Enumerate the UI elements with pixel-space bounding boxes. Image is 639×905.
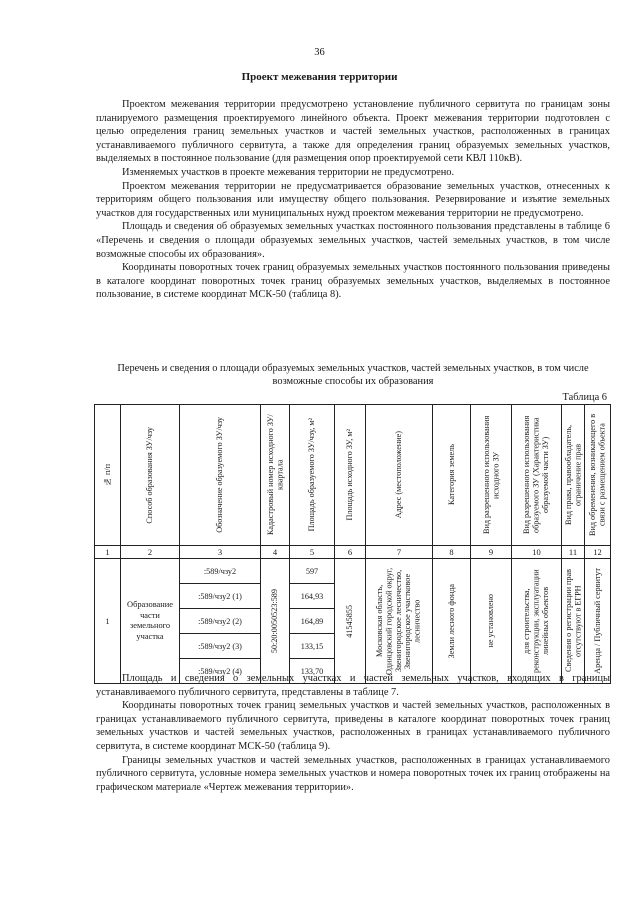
paragraph: Координаты поворотных точек границ земельных участков и частей земельных участков, расположенных в границах устанавливаемого публичного сервитута, приведены в каталоге координат поворотных точек границ земельных участков и частей земельных участков, расположенных в границах устанавливаемого публичного сервитута, в системе координат МСК-50 (таблица 9). [96, 700, 610, 752]
header-cell: Площадь образуемого ЗУ/чзу, м² [290, 405, 335, 546]
designation-cell: :589/чзу2 (4) [180, 659, 261, 684]
paragraph: Проектом межевания территории предусмотрено установление публичного сервитута по границам зоны планируемого размещения проектируемого линейного объекта. Проект межевания территории подготовлен с целью определения границ земельных участков и частей земельных участков, расположенных в границах устанавливаемого публичного сервитута, а также для определения границ образуемых земельных участков, выделяемых в постоянное пользование (для размещения опор проектируемой сети КВЛ 110кВ). [96, 99, 610, 165]
column-number: 12 [585, 546, 611, 559]
column-number: 10 [512, 546, 562, 559]
column-number: 2 [121, 546, 180, 559]
header-cell: Вид обременения, возникающего в связи с размещением объекта [585, 405, 611, 546]
column-number-row [95, 546, 611, 559]
rights-cell: Сведения о регистрации прав отсутствуют в ЕГРН [562, 559, 585, 684]
paragraph: Границы земельных участков и частей земельных участков, расположенных в границах устанавливаемого публичного сервитута, условные номера земельных участков и номера поворотных точек их границ отображены на графическом материале «Чертеж межевания территории». [96, 754, 610, 793]
header-cell: Площадь исходного ЗУ, м² [335, 405, 366, 546]
header-cell: Способ образования ЗУ/чзу [121, 405, 180, 546]
designation-cell: :589/чзу2 (2) [180, 609, 261, 634]
designation-cell: :589/чзу2 [180, 559, 261, 584]
address-cell: Московская область, Одинцовский городской округ, Звенигородское лесничество, Звенигородское участковое лесничество [366, 559, 433, 684]
page-number: 36 [314, 47, 325, 58]
column-number: 6 [335, 546, 366, 559]
column-number: 11 [562, 546, 585, 559]
row-number: 1 [95, 559, 121, 684]
header-cell: Кадастровый номер исходного ЗУ/квартала [261, 405, 290, 546]
header-cell: Вид права, правообладатель, ограничение прав [562, 405, 585, 546]
column-number: 8 [433, 546, 471, 559]
area-cell: 133,70 [290, 659, 335, 684]
designation-cell: :589/чзу2 (1) [180, 584, 261, 609]
table-label: Таблица 6 [562, 392, 607, 403]
header-cell: Вид разрешенного использования образуемого ЗУ (Характеристика образуемой части ЗУ) [512, 405, 562, 546]
source-area: 41545855 [335, 559, 366, 684]
outro-text [96, 672, 610, 794]
area-cell: 133,15 [290, 634, 335, 659]
cadastral-number: 50:20:0050523:589 [261, 559, 290, 684]
header-cell: Категория земель [433, 405, 471, 546]
paragraph: Изменяемых участков в проекте межевания территории не предусмотрено. [122, 166, 455, 178]
paragraph: Площадь и сведения об образуемых земельных участках постоянного пользования представлены в таблице 6 «Перечень и сведения о площади образуемых земельных участков, частей земельных участков, в том числе возможные способы их образования». [96, 221, 610, 260]
header-cell: Адрес (местоположение) [366, 405, 433, 546]
header-cell: Обозначение образуемого ЗУ/чзу [180, 405, 261, 546]
column-number: 3 [180, 546, 261, 559]
table-header-row [95, 405, 611, 546]
paragraph: Проектом межевания территории не предусматривается образование земельных участков, отнесенных к территориям общего пользования или имуществу общего пользования. Резервирование и изъятие земельных участков для государственных или муниципальных нужд проектом межевания территории не предусмотрено. [96, 180, 610, 219]
land-category: Земли лесного фонда [433, 559, 471, 684]
column-number: 4 [261, 546, 290, 559]
permitted-use: не установлено [471, 559, 512, 684]
designation-cell: :589/чзу2 (3) [180, 634, 261, 659]
column-number: 7 [366, 546, 433, 559]
formation-method: Образование части земельного участка [121, 559, 180, 684]
header-cell: № п/п [95, 405, 121, 546]
column-number: 1 [95, 546, 121, 559]
area-cell: 164,89 [290, 609, 335, 634]
paragraph: Координаты поворотных точек границ образуемых земельных участков постоянного пользования приведены в каталоге координат поворотных точек границ образуемых земельных участков, выделяемых в постоянное пользование, в системе координат МСК-50 (таблица 8). [96, 262, 610, 301]
paragraph: Площадь и сведения о земельных участках и частей земельных участков, входящих в границы устанавливаемого публичного сервитута, представлены в таблице 7. [96, 673, 610, 698]
intro-text [96, 98, 610, 302]
column-number: 9 [471, 546, 512, 559]
section-title: Проект межевания территории [241, 71, 398, 83]
table-row [95, 559, 611, 584]
column-number: 5 [290, 546, 335, 559]
new-permitted-use: для строительства, реконструкции, эксплуатации линейных объектов [512, 559, 562, 684]
area-cell: 597 [290, 559, 335, 584]
table-6 [94, 404, 611, 684]
header-cell: Вид разрешенного использования исходного ЗУ [471, 405, 512, 546]
table-caption: Перечень и сведения о площади образуемых земельных участков, частей земельных участков, в том числе возможные способы их образования [117, 363, 589, 387]
area-cell: 164,93 [290, 584, 335, 609]
encumbrance-cell: Аренда / Публичный сервитут [585, 559, 611, 684]
